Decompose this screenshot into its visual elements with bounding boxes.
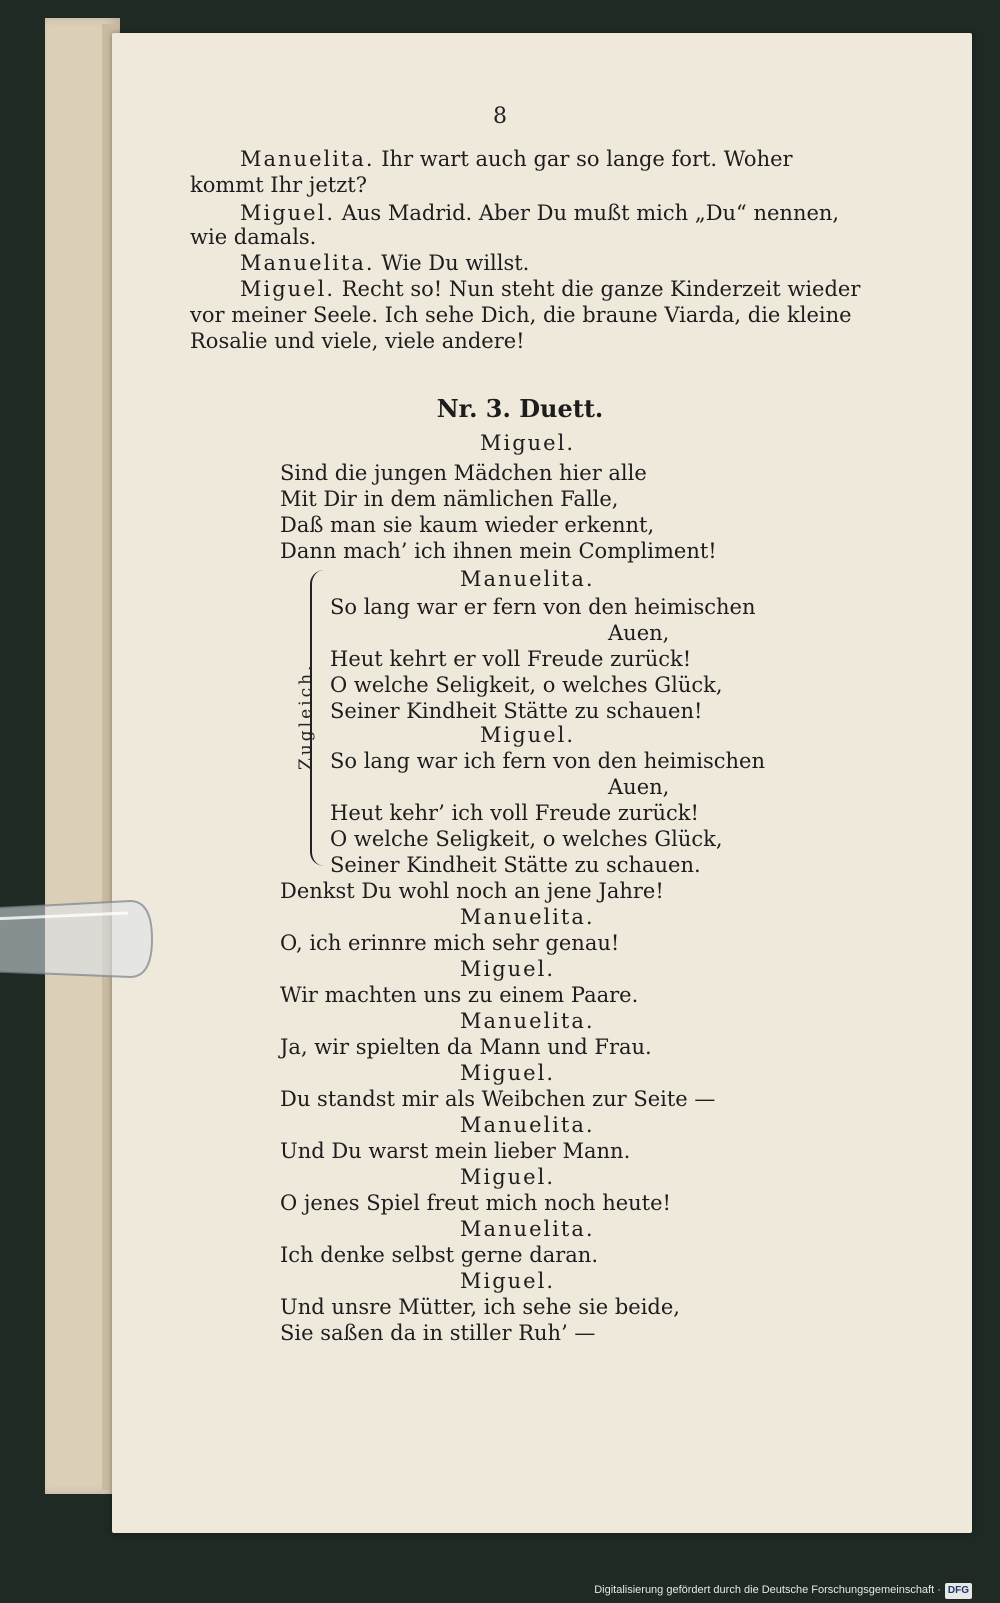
verse-line: Denkst Du wohl noch an jene Jahre!: [280, 879, 664, 903]
speaker-label: Miguel.: [460, 1061, 556, 1085]
zugleich-label: Zugleich.: [296, 662, 316, 770]
dialogue-line-5: Manuelita. Wie Du willst.: [240, 251, 530, 275]
verse-line: Ja, wir spielten da Mann und Frau.: [280, 1035, 652, 1059]
verse-line: Auen,: [608, 621, 670, 645]
song-heading: Nr. 3. Duett.: [436, 394, 604, 423]
verse-line: Ich denke selbst gerne daran.: [280, 1243, 598, 1267]
dialogue-line-8: Rosalie und viele, viele andere!: [190, 329, 525, 353]
speaker-miguel: Miguel.: [480, 723, 576, 747]
speaker-label: Manuelita.: [460, 905, 595, 929]
verse-line: Und Du warst mein lieber Mann.: [280, 1139, 631, 1163]
verse-line: Auen,: [608, 775, 670, 799]
footer-credit: [594, 1579, 972, 1601]
speaker-label: Miguel.: [460, 957, 556, 981]
speaker-label: Miguel.: [460, 1165, 556, 1189]
verse-line: O jenes Spiel freut mich noch heute!: [280, 1191, 671, 1215]
verse-line: Und unsre Mütter, ich sehe sie beide,: [280, 1295, 680, 1319]
speaker-label: Manuelita.: [460, 1009, 595, 1033]
bookmark-tab-icon: [0, 895, 170, 985]
page-number: 8: [493, 104, 507, 129]
dialogue-line-6: Miguel. Recht so! Nun steht die ganze Kinderzeit wieder: [240, 277, 861, 301]
verse-line: Wir machten uns zu einem Paare.: [280, 983, 639, 1007]
verse-line: Seiner Kindheit Stätte zu schauen!: [330, 699, 703, 723]
verse-line: O welche Seligkeit, o welches Glück,: [330, 827, 723, 851]
verse-line: O welche Seligkeit, o welches Glück,: [330, 673, 723, 697]
verse-line: So lang war ich fern von den heimischen: [330, 749, 766, 773]
verse-line: Sie saßen da in stiller Ruh’ —: [280, 1321, 596, 1345]
verse-line: Heut kehr’ ich voll Freude zurück!: [330, 801, 699, 825]
dfg-logo: DFG: [945, 1583, 972, 1599]
speaker-label: Manuelita.: [460, 1113, 595, 1137]
dialogue-line-4: wie damals.: [190, 225, 317, 249]
dialogue-line-3: Miguel. Aus Madrid. Aber Du mußt mich „Du“ nennen,: [240, 201, 840, 225]
speaker-miguel: Miguel.: [480, 431, 576, 455]
verse-line: Daß man sie kaum wieder erkennt,: [280, 513, 655, 537]
verse-line: So lang war er fern von den heimischen: [330, 595, 756, 619]
dialogue-line-1: Manuelita. Ihr wart auch gar so lange fort. Woher: [240, 147, 793, 171]
verse-line: Mit Dir in dem nämlichen Falle,: [280, 487, 619, 511]
dialogue-line-2: kommt Ihr jetzt?: [190, 173, 367, 197]
verse-line: Dann mach’ ich ihnen mein Compliment!: [280, 539, 717, 563]
verse-line: Du standst mir als Weibchen zur Seite —: [280, 1087, 716, 1111]
verse-line: O, ich erinnre mich sehr genau!: [280, 931, 620, 955]
dialogue-line-7: vor meiner Seele. Ich sehe Dich, die braune Viarda, die kleine: [190, 303, 852, 327]
speaker-label: Manuelita.: [460, 1217, 595, 1241]
verse-line: Sind die jungen Mädchen hier alle: [280, 461, 647, 485]
speaker-label: Miguel.: [460, 1269, 556, 1293]
footer-text: Digitalisierung gefördert durch die Deutsche Forschungsgemeinschaft ·: [594, 1584, 941, 1596]
verse-line: Seiner Kindheit Stätte zu schauen.: [330, 853, 701, 877]
speaker-manuelita: Manuelita.: [460, 567, 595, 591]
verse-line: Heut kehrt er voll Freude zurück!: [330, 647, 692, 671]
